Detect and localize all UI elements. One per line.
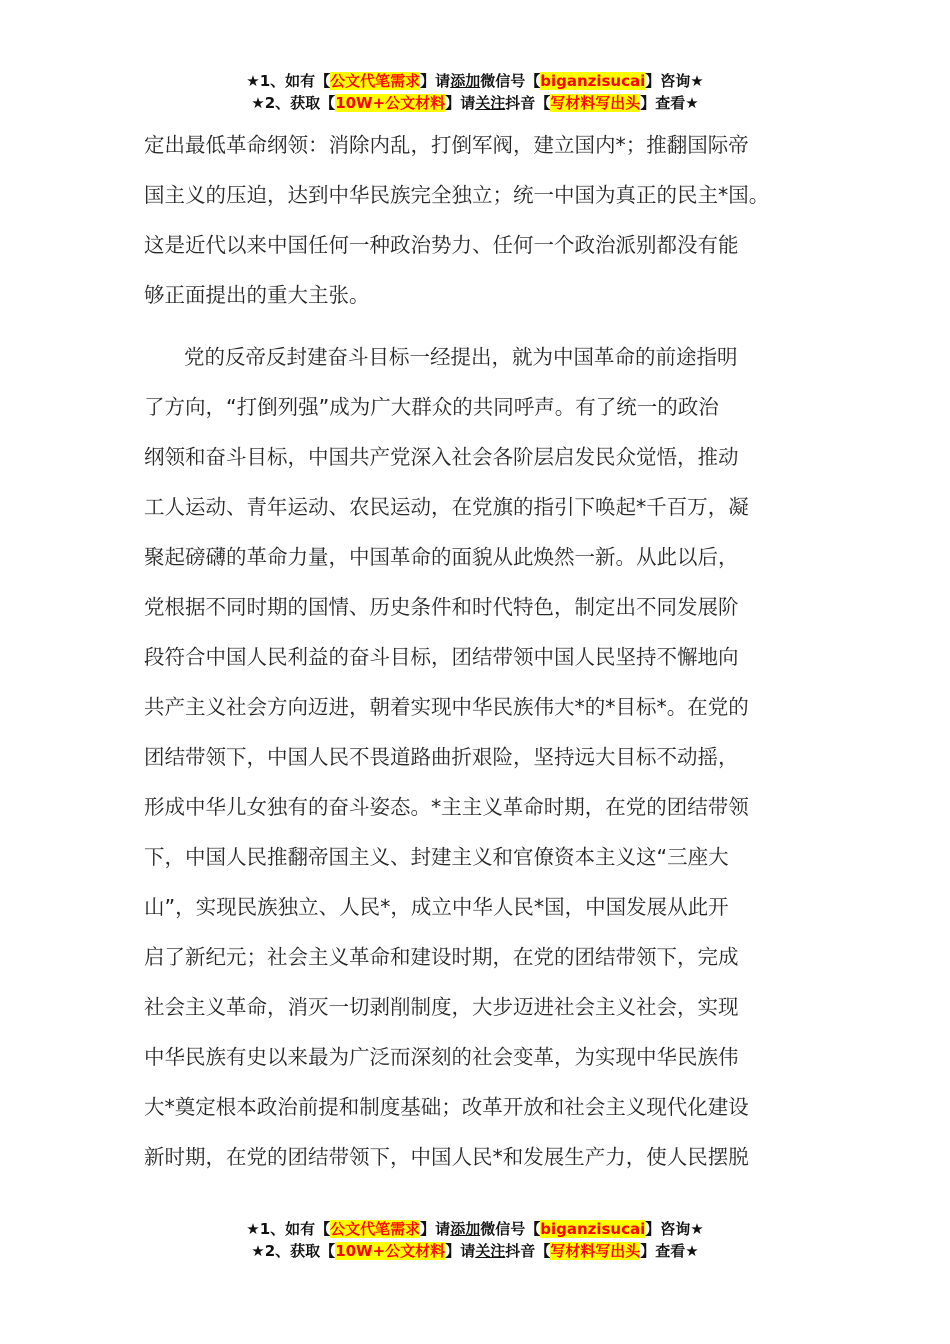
document-body	[144, 120, 812, 1182]
text-line: 新时期，在党的团结带领下，中国人民*和发展生产力，使人民摆脱	[144, 1145, 749, 1169]
banner-text: 】请	[445, 94, 476, 112]
banner-text: 微信号【	[480, 1220, 541, 1238]
text-line: 国主义的压迫，达到中华民族完全独立；统一中国为真正的民主*国。	[144, 183, 770, 207]
banner-text: 】请	[445, 1242, 476, 1260]
banner-text: 】请	[420, 72, 451, 90]
banner-text: 】查看★	[640, 1242, 699, 1260]
paragraph-2	[144, 332, 812, 1182]
banner-emphasis: 关注	[475, 94, 506, 112]
banner-text: 抖音【	[505, 1242, 551, 1260]
text-line: 启了新纪元；社会主义革命和建设时期，在党的团结带领下，完成	[144, 945, 739, 969]
text-line: 够正面提出的重大主张。	[144, 283, 370, 307]
text-line: 党根据不同时期的国情、历史条件和时代特色，制定出不同发展阶	[144, 595, 739, 619]
highlight-wechat-id: biganzisucai	[540, 72, 646, 90]
banner-text: ★2、获取【	[251, 94, 336, 112]
highlight-wechat-id: biganzisucai	[540, 1220, 646, 1238]
text-line: 下，中国人民推翻帝国主义、封建主义和官僚资本主义这“三座大	[144, 845, 729, 869]
banner-text: 】咨询★	[645, 72, 704, 90]
text-line: 中华民族有史以来最为广泛而深刻的社会变革，为实现中华民族伟	[144, 1045, 739, 1069]
banner-line-2	[0, 92, 950, 114]
text-line: 社会主义革命，消灭一切剥削制度，大步迈进社会主义社会，实现	[144, 995, 739, 1019]
text-line: 了方向，“打倒列强”成为广大群众的共同呼声。有了统一的政治	[144, 395, 719, 419]
text-line: 这是近代以来中国任何一种政治势力、任何一个政治派别都没有能	[144, 233, 739, 257]
text-line: 聚起磅礴的革命力量，中国革命的面貌从此焕然一新。从此以后，	[144, 545, 739, 569]
banner-emphasis: 添加	[450, 72, 481, 90]
banner-text: 】查看★	[640, 94, 699, 112]
text-line: 党的反帝反封建奋斗目标一经提出，就为中国革命的前途指明	[184, 345, 738, 369]
banner-text: ★1、如有【	[246, 1220, 331, 1238]
bottom-banner	[0, 1218, 950, 1262]
banner-text: 抖音【	[505, 94, 551, 112]
text-line: 形成中华儿女独有的奋斗姿态。*主主义革命时期，在党的团结带领	[144, 795, 749, 819]
highlight-materials: 10W+公文材料	[335, 1242, 446, 1260]
highlight-service: 公文代笔需求	[330, 72, 421, 90]
banner-line-1	[0, 70, 950, 92]
highlight-materials: 10W+公文材料	[335, 94, 446, 112]
text-line: 大*奠定根本政治前提和制度基础；改革开放和社会主义现代化建设	[144, 1095, 749, 1119]
text-line: 纲领和奋斗目标，中国共产党深入社会各阶层启发民众觉悟，推动	[144, 445, 739, 469]
text-line: 团结带领下，中国人民不畏道路曲折艰险，坚持远大目标不动摇，	[144, 745, 739, 769]
highlight-douyin-account: 写材料写出头	[550, 1242, 641, 1260]
text-line: 定出最低革命纲领：消除内乱，打倒军阀，建立国内*；推翻国际帝	[144, 133, 749, 157]
banner-text: ★2、获取【	[251, 1242, 336, 1260]
banner-text: 】咨询★	[645, 1220, 704, 1238]
banner-text: 】请	[420, 1220, 451, 1238]
banner-emphasis: 添加	[450, 1220, 481, 1238]
banner-line-2	[0, 1240, 950, 1262]
text-line: 工人运动、青年运动、农民运动，在党旗的指引下唤起*千百万，凝	[144, 495, 749, 519]
paragraph-1	[144, 120, 812, 320]
text-line: 段符合中国人民利益的奋斗目标，团结带领中国人民坚持不懈地向	[144, 645, 739, 669]
banner-emphasis: 关注	[475, 1242, 506, 1260]
highlight-douyin-account: 写材料写出头	[550, 94, 641, 112]
banner-text: ★1、如有【	[246, 72, 331, 90]
banner-line-1	[0, 1218, 950, 1240]
text-line: 共产主义社会方向迈进，朝着实现中华民族伟大*的*目标*。在党的	[144, 695, 749, 719]
banner-text: 微信号【	[480, 72, 541, 90]
text-line: 山”，实现民族独立、人民*，成立中华人民*国，中国发展从此开	[144, 895, 729, 919]
top-banner	[0, 70, 950, 114]
highlight-service: 公文代笔需求	[330, 1220, 421, 1238]
